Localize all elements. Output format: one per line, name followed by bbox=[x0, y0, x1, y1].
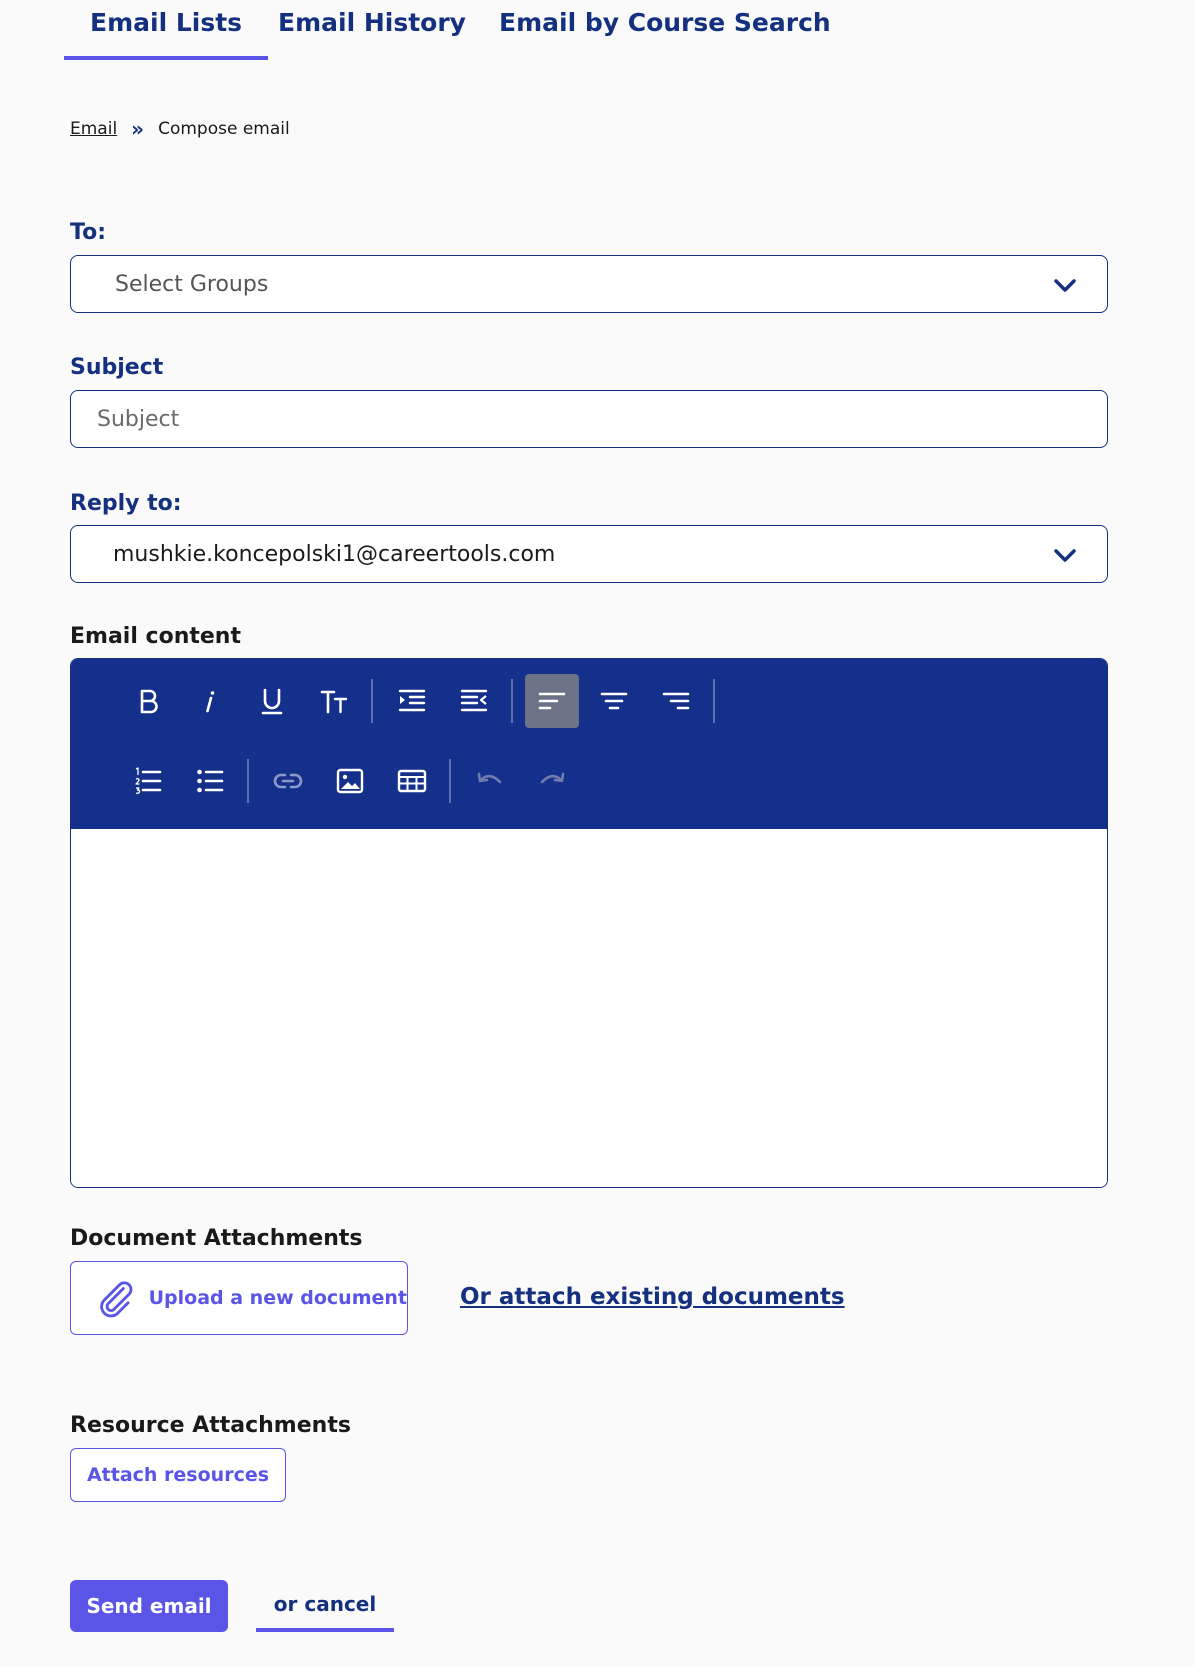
outdent-button[interactable] bbox=[447, 674, 501, 728]
chevron-down-icon bbox=[1053, 544, 1077, 568]
toolbar-separator bbox=[713, 679, 715, 723]
breadcrumb-separator: » bbox=[131, 117, 145, 141]
breadcrumb-current: Compose email bbox=[158, 119, 290, 139]
reply-to-select[interactable] bbox=[70, 525, 1108, 583]
align-center-button[interactable] bbox=[587, 674, 641, 728]
ordered-list-button[interactable] bbox=[121, 754, 175, 808]
underline-button[interactable] bbox=[245, 674, 299, 728]
table-button[interactable] bbox=[385, 754, 439, 808]
bold-button[interactable] bbox=[121, 674, 175, 728]
table-icon bbox=[397, 766, 427, 796]
redo-button[interactable] bbox=[525, 754, 579, 808]
editor-content-area[interactable] bbox=[71, 829, 1107, 1187]
reply-to-value: mushkie.koncepolski1@careertools.com bbox=[113, 541, 556, 567]
align-left-button[interactable] bbox=[525, 674, 579, 728]
toolbar-row-1 bbox=[121, 674, 727, 728]
resource-attachments-label: Resource Attachments bbox=[70, 1413, 351, 1438]
image-icon bbox=[335, 766, 365, 796]
editor-toolbar bbox=[71, 659, 1107, 829]
undo-button[interactable] bbox=[463, 754, 517, 808]
bullet-list-button[interactable] bbox=[183, 754, 237, 808]
outdent-icon bbox=[459, 686, 489, 716]
attach-existing-documents-link[interactable]: Or attach existing documents bbox=[460, 1284, 845, 1310]
bullet-list-icon bbox=[195, 766, 225, 796]
email-content-label: Email content bbox=[70, 624, 241, 649]
align-right-icon bbox=[661, 686, 691, 716]
breadcrumb bbox=[70, 117, 290, 141]
document-attachments-label: Document Attachments bbox=[70, 1226, 363, 1251]
underline-icon bbox=[257, 686, 287, 716]
tab-bar bbox=[70, 0, 1110, 62]
paperclip-icon bbox=[95, 1276, 137, 1320]
align-right-button[interactable] bbox=[649, 674, 703, 728]
italic-button[interactable] bbox=[183, 674, 237, 728]
tab-email-by-course-search[interactable]: Email by Course Search bbox=[499, 8, 831, 37]
cancel-link[interactable]: or cancel bbox=[256, 1580, 394, 1632]
indent-button[interactable] bbox=[385, 674, 439, 728]
attach-resources-button[interactable]: Attach resources bbox=[70, 1448, 286, 1502]
chevron-down-icon bbox=[1053, 274, 1077, 298]
subject-input[interactable] bbox=[70, 390, 1108, 448]
font-size-button[interactable] bbox=[307, 674, 361, 728]
toolbar-separator bbox=[371, 679, 373, 723]
align-center-icon bbox=[599, 686, 629, 716]
tab-email-history[interactable]: Email History bbox=[278, 8, 466, 37]
link-button[interactable] bbox=[261, 754, 315, 808]
reply-to-label: Reply to: bbox=[70, 491, 182, 516]
to-select-placeholder: Select Groups bbox=[115, 271, 269, 297]
align-left-icon bbox=[537, 686, 567, 716]
indent-icon bbox=[397, 686, 427, 716]
bold-icon bbox=[133, 686, 163, 716]
toolbar-separator bbox=[247, 759, 249, 803]
ordered-list-icon bbox=[133, 766, 163, 796]
redo-icon bbox=[537, 766, 567, 796]
to-select[interactable] bbox=[70, 255, 1108, 313]
send-email-button[interactable]: Send email bbox=[70, 1580, 228, 1632]
rich-text-editor bbox=[70, 658, 1108, 1188]
compose-email-page bbox=[70, 0, 1110, 1618]
undo-icon bbox=[475, 766, 505, 796]
font-size-icon bbox=[319, 686, 349, 716]
toolbar-row-2 bbox=[121, 754, 587, 808]
breadcrumb-email-link[interactable]: Email bbox=[70, 119, 118, 139]
image-button[interactable] bbox=[323, 754, 377, 808]
subject-label: Subject bbox=[70, 355, 164, 380]
upload-document-label: Upload a new document bbox=[148, 1287, 407, 1309]
tab-email-lists[interactable]: Email Lists bbox=[90, 8, 243, 37]
link-icon bbox=[273, 766, 303, 796]
to-label: To: bbox=[70, 220, 106, 245]
italic-icon bbox=[195, 686, 225, 716]
upload-document-button[interactable] bbox=[70, 1261, 408, 1335]
toolbar-separator bbox=[511, 679, 513, 723]
toolbar-separator bbox=[449, 759, 451, 803]
